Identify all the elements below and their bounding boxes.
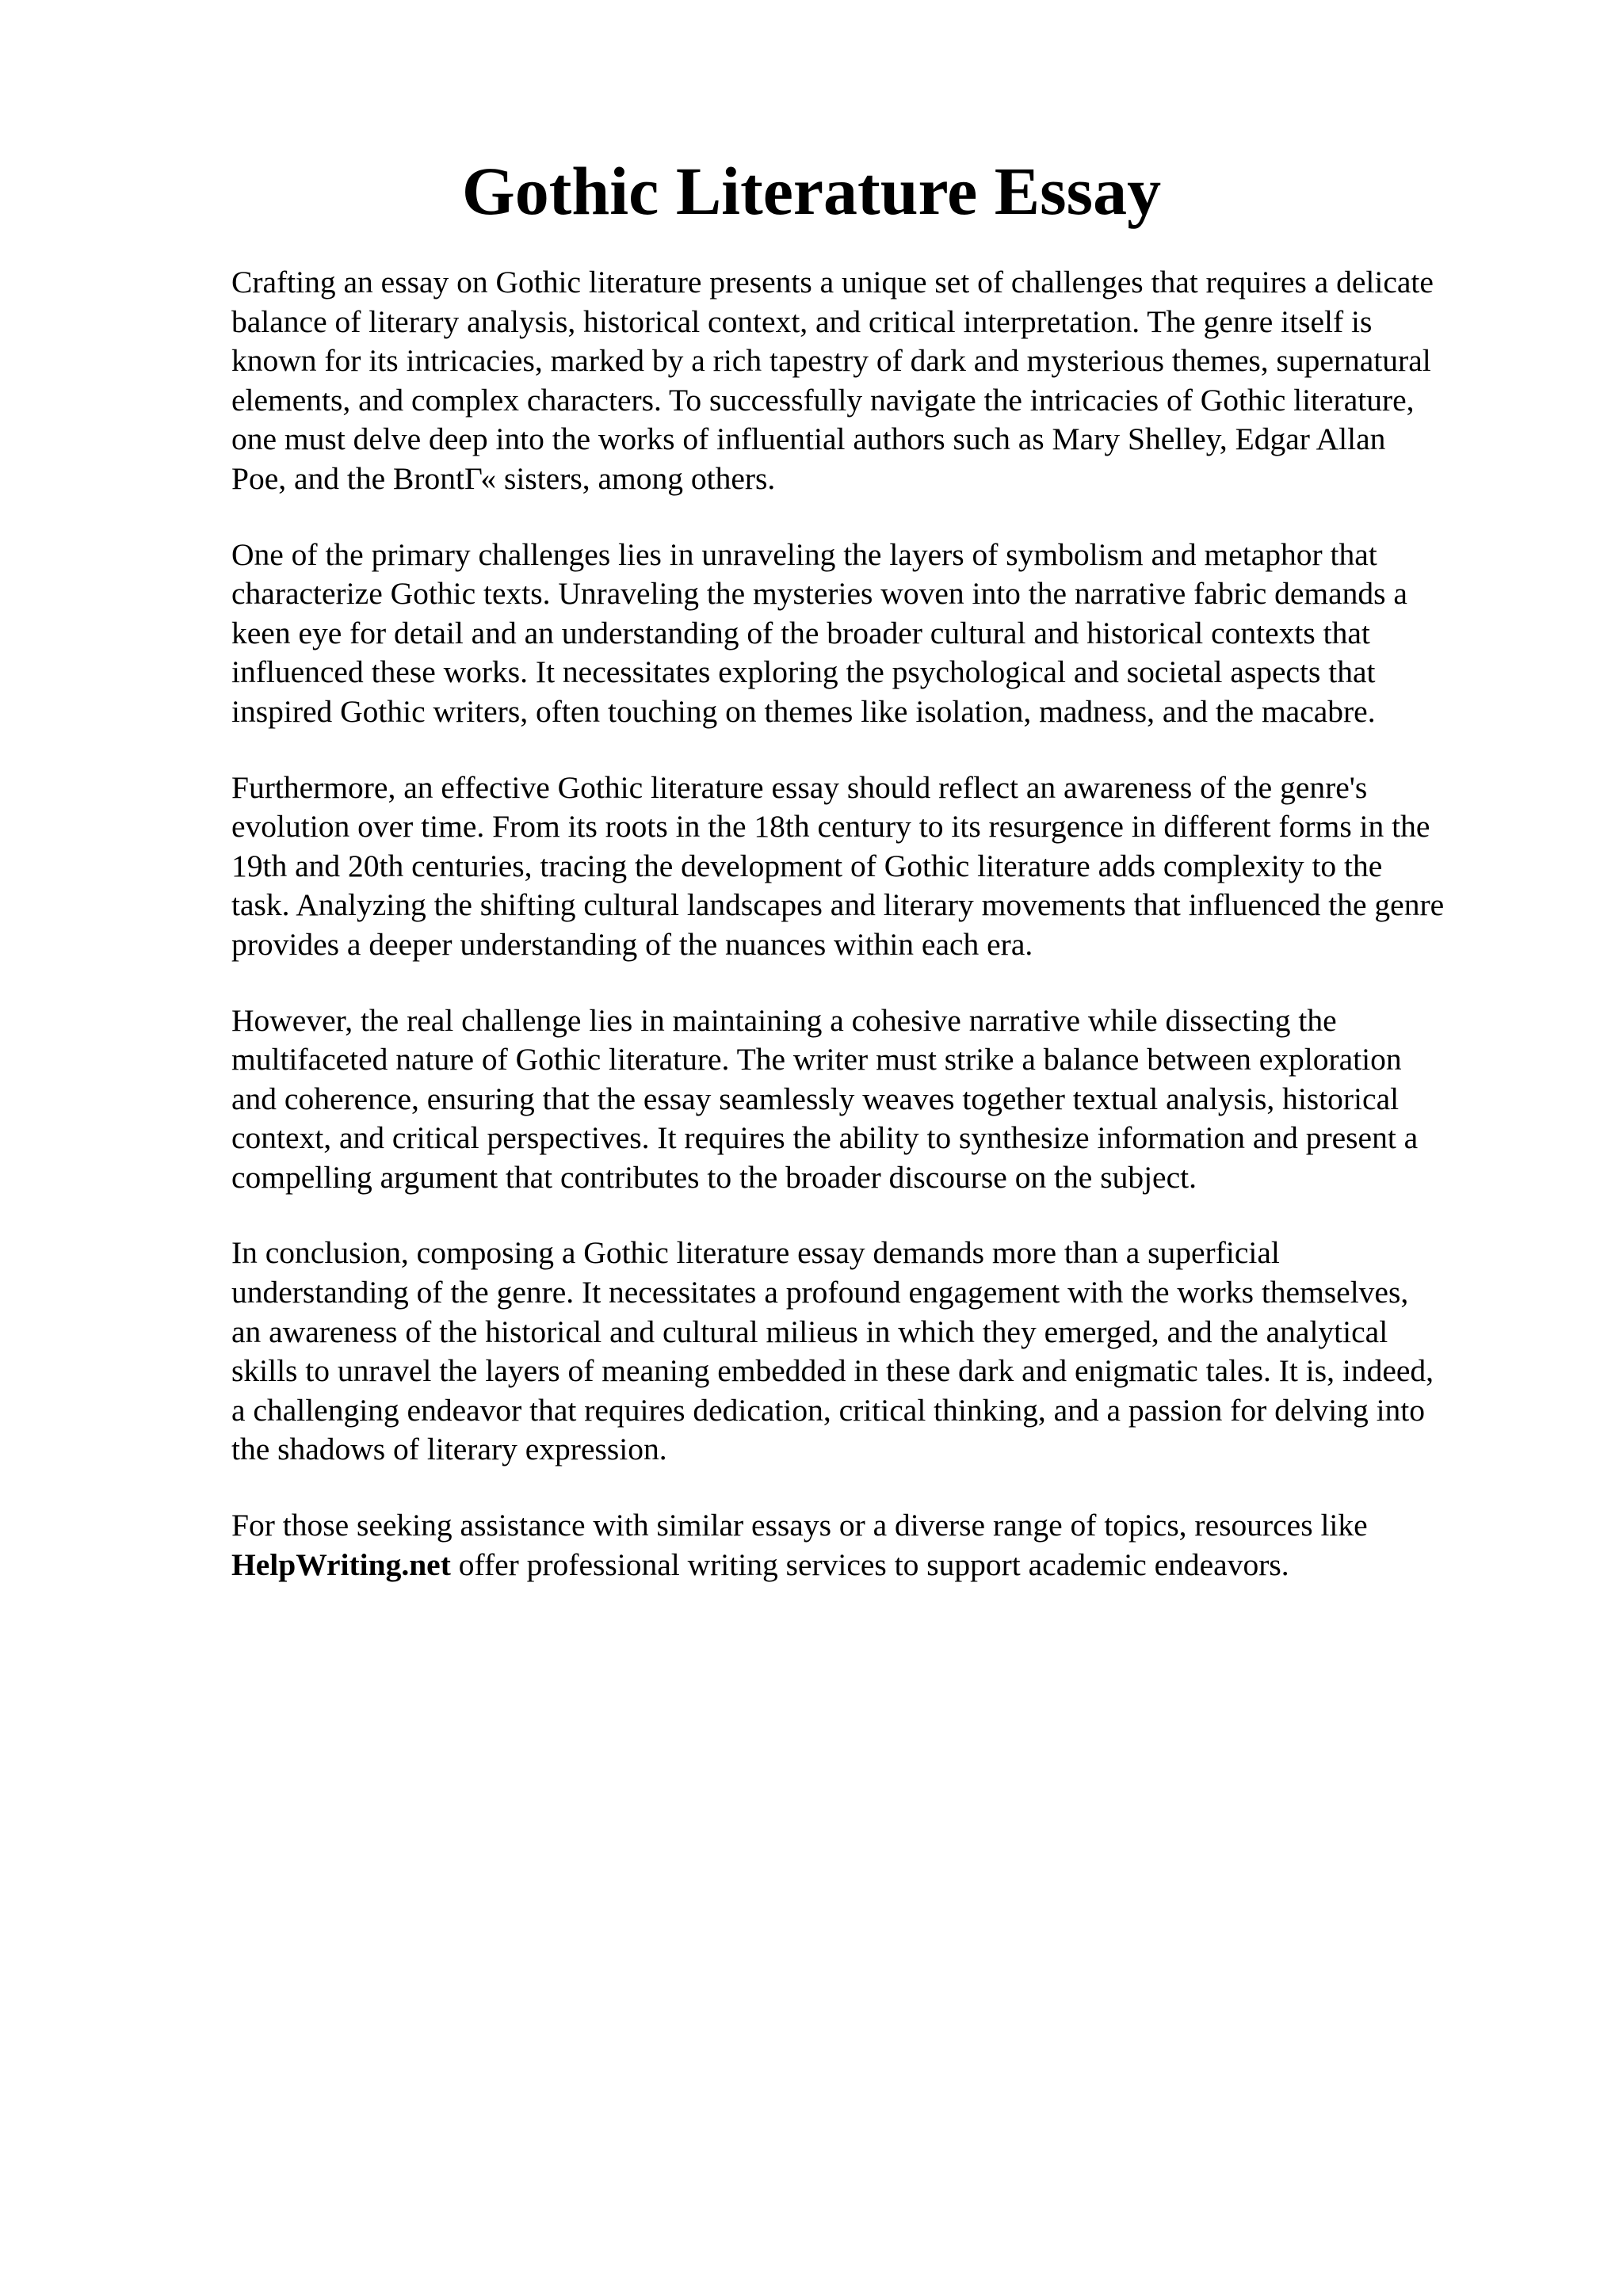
text-line: keen eye for detail and an understanding of the broader cultural and historical contexts that xyxy=(231,615,1370,650)
text-line: and coherence, ensuring that the essay seamlessly weaves together textual analysis, historical xyxy=(231,1081,1400,1116)
text-line: characterize Gothic texts. Unraveling the mysteries woven into the narrative fabric demands a xyxy=(231,576,1407,612)
text-line: elements, and complex characters. To successfully navigate the intricacies of Gothic literature, xyxy=(231,382,1415,418)
text-line: In conclusion, composing a Gothic literature essay demands more than a superficial xyxy=(231,1235,1280,1271)
text-line: However, the real challenge lies in maintaining a cohesive narrative while dissecting the xyxy=(231,1002,1337,1038)
text-line: evolution over time. From its roots in the 18th century to its resurgence in different forms in the xyxy=(231,809,1430,845)
text-line xyxy=(231,1546,1547,1585)
text-line: One of the primary challenges lies in unraveling the layers of symbolism and metaphor that xyxy=(231,536,1377,572)
text-line: provides a deeper understanding of the nuances within each era. xyxy=(231,926,1033,962)
helpwriting-brand: HelpWriting.net xyxy=(231,1547,451,1582)
text-line: one must delve deep into the works of influential authors such as Mary Shelley, Edgar Allan xyxy=(231,421,1386,457)
text-line: multifaceted nature of Gothic literature. The writer must strike a balance between exploration xyxy=(231,1042,1402,1077)
closing-paragraph xyxy=(231,1506,1547,1585)
text-line: the shadows of literary expression. xyxy=(231,1432,667,1467)
text-line: For those seeking assistance with similar essays or a diverse range of topics, resources like xyxy=(231,1508,1368,1543)
text-line: influenced these works. It necessitates exploring the psychological and societal aspects that xyxy=(231,654,1376,690)
text-line: compelling argument that contributes to the broader discourse on the subject. xyxy=(231,1159,1197,1195)
text-line: context, and critical perspectives. It requires the ability to synthesize information and present a xyxy=(231,1120,1419,1156)
paragraph-1 xyxy=(231,263,1547,499)
closing-line-rest: offer professional writing services to support academic endeavors. xyxy=(450,1547,1289,1582)
paragraph-5 xyxy=(231,1234,1547,1470)
text-line: Crafting an essay on Gothic literature presents a unique set of challenges that requires a delicate xyxy=(231,265,1434,299)
text-line: an awareness of the historical and cultural milieus in which they emerged, and the analytical xyxy=(231,1314,1388,1349)
text-line: balance of literary analysis, historical context, and critical interpretation. The genre itself is xyxy=(231,303,1373,339)
paragraph-4 xyxy=(231,1001,1547,1198)
document-title: Gothic Literature Essay xyxy=(461,153,1162,229)
essay-body xyxy=(231,263,1547,1621)
text-line: Furthermore, an effective Gothic literature essay should reflect an awareness of the genre's xyxy=(231,769,1368,805)
text-line: a challenging endeavor that requires dedication, critical thinking, and a passion for delving into xyxy=(231,1392,1426,1428)
text-line: skills to unravel the layers of meaning embedded in these dark and enigmatic tales. It is, indeed, xyxy=(231,1353,1434,1389)
text-line: known for its intricacies, marked by a rich tapestry of dark and mysterious themes, supernatural xyxy=(231,343,1431,379)
text-line: understanding of the genre. It necessitates a profound engagement with the works themselves, xyxy=(231,1275,1409,1310)
text-line: inspired Gothic writers, often touching on themes like isolation, madness, and the macabre. xyxy=(231,693,1376,729)
text-line: 19th and 20th centuries, tracing the development of Gothic literature adds complexity to the xyxy=(231,848,1383,883)
text-line: Poe, and the BrontГ« sisters, among others. xyxy=(231,460,776,496)
paragraph-3 xyxy=(231,769,1547,965)
text-line: task. Analyzing the shifting cultural landscapes and literary movements that influenced the genre xyxy=(231,887,1445,923)
paragraph-2 xyxy=(231,536,1547,732)
